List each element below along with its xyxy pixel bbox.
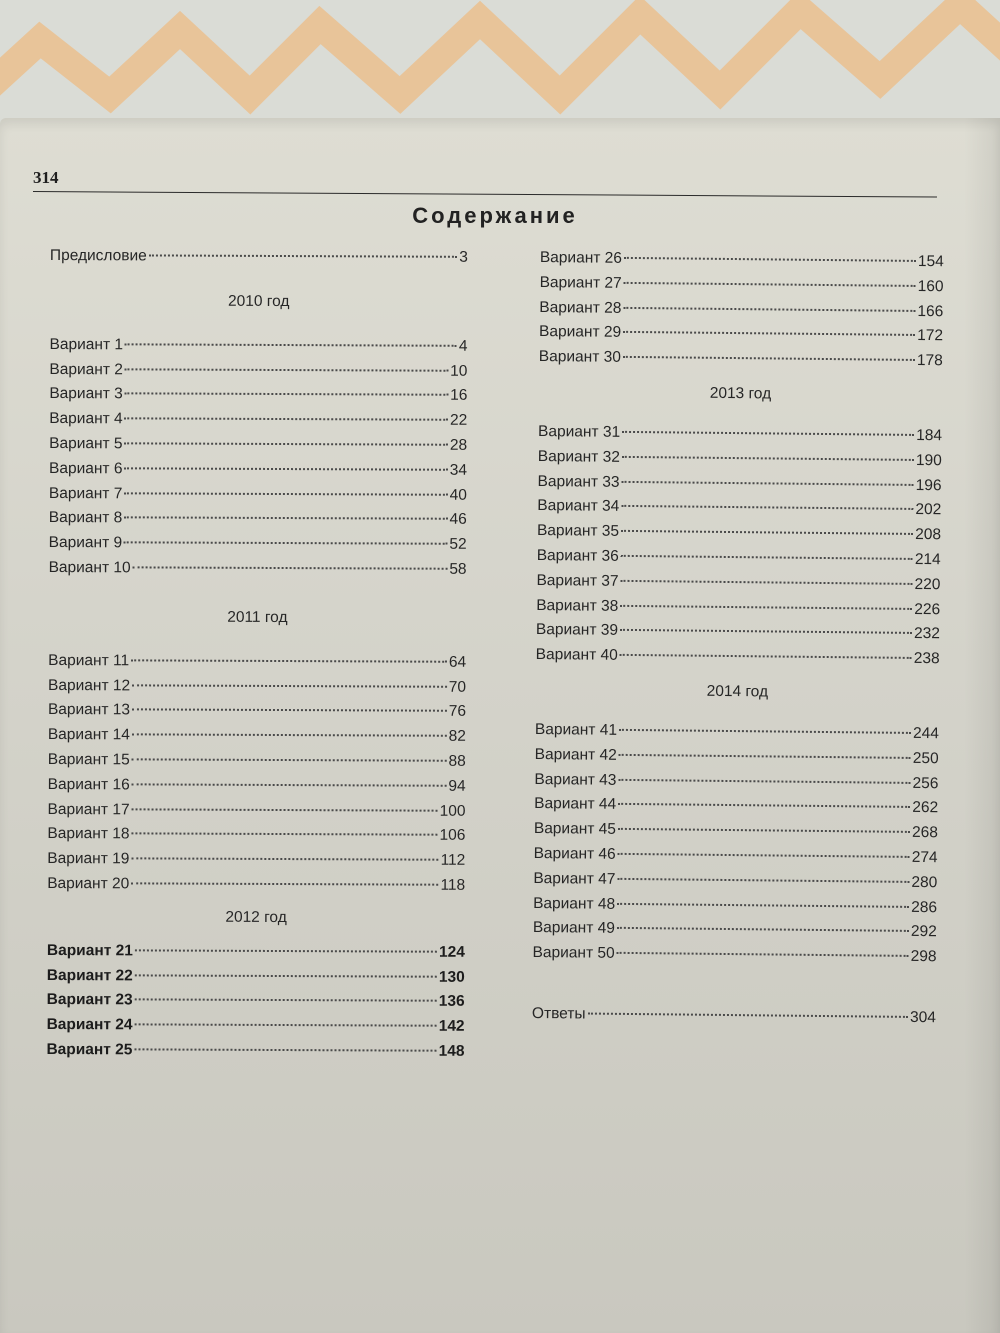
toc-entry-page: 166 (917, 302, 944, 320)
toc-entry-preface (50, 244, 468, 271)
dot-leader (623, 306, 915, 311)
page-title: Содержание (412, 203, 578, 228)
toc-entry (47, 822, 465, 849)
dot-leader (620, 604, 912, 609)
dot-leader (621, 555, 913, 560)
dot-leader (131, 858, 438, 861)
toc-entry-label: Вариант 5 (49, 434, 123, 453)
toc-entry (46, 1038, 464, 1065)
toc-entry-page: 4 (458, 337, 468, 355)
toc-entry (47, 798, 465, 825)
toc-entry (48, 723, 466, 750)
toc-entry (532, 941, 936, 970)
toc-entry-page: 226 (914, 600, 941, 618)
toc-entry-page: 196 (915, 476, 942, 494)
toc-entry-label: Вариант 28 (539, 298, 622, 317)
toc-entry-page: 190 (915, 451, 942, 469)
toc-entry-label: Вариант 9 (48, 534, 123, 552)
toc-entry-page: 130 (438, 968, 465, 986)
toc-entry-answers (532, 1002, 936, 1031)
dot-leader (125, 418, 448, 421)
dot-leader (132, 833, 438, 836)
toc-entry-page: 232 (913, 625, 941, 643)
toc-entry-label: Ответы (531, 1004, 586, 1023)
dot-leader (132, 734, 447, 737)
toc-entry-page: 3 (459, 248, 468, 266)
dot-leader (617, 878, 909, 883)
toc-entry-label: Вариант 3 (49, 385, 123, 403)
dot-leader (132, 709, 447, 712)
toc-entry-page: 88 (448, 752, 466, 770)
toc-entry (47, 847, 465, 874)
toc-entry-label: Вариант 35 (536, 522, 620, 541)
dot-leader (622, 480, 914, 485)
toc-entry-label: Вариант 42 (534, 745, 617, 764)
toc-entry-page: 22 (449, 411, 468, 430)
dot-leader (617, 952, 909, 957)
toc-entry-label: Вариант 44 (534, 795, 617, 814)
toc-entry-page: 178 (916, 352, 943, 370)
toc-entry-label: Вариант 34 (537, 497, 620, 516)
toc-entry-label: Вариант 20 (47, 874, 130, 893)
toc-entry (48, 649, 466, 676)
dot-leader (124, 492, 447, 495)
toc-entry-label: Вариант 7 (48, 484, 123, 502)
toc-entry-label: Вариант 23 (46, 991, 133, 1009)
dot-leader (125, 393, 448, 396)
toc-entry-page: 154 (917, 252, 944, 271)
toc-entry-label: Вариант 41 (534, 720, 618, 739)
toc-entry-label: Вариант 15 (47, 750, 130, 769)
dot-leader (135, 974, 437, 977)
dot-leader (623, 331, 915, 336)
toc-entry-page: 148 (438, 1042, 465, 1060)
toc-entry (48, 748, 466, 775)
toc-entry-page: 280 (911, 873, 938, 891)
toc-entry-page: 46 (449, 511, 467, 529)
toc-entry-page: 268 (911, 824, 938, 842)
toc-entry-page: 238 (913, 650, 940, 668)
toc-entry-label: Вариант 31 (537, 422, 621, 441)
toc-entry (539, 345, 943, 374)
toc-entry-label: Вариант 45 (533, 820, 617, 838)
toc-entry-page: 142 (438, 1017, 465, 1035)
toc-entry-page: 124 (439, 943, 465, 961)
toc-entry-page: 34 (449, 461, 468, 479)
dot-leader (131, 659, 447, 662)
toc-entry-label: Вариант 22 (46, 966, 133, 984)
dot-leader (135, 949, 437, 952)
toc-entry-page: 82 (448, 727, 466, 745)
toc-entry (49, 482, 467, 509)
toc-entry (49, 506, 467, 533)
toc-entry-label: Вариант 29 (539, 323, 622, 342)
page-number: 314 (33, 168, 59, 187)
dot-leader (124, 541, 447, 544)
dot-leader (622, 431, 914, 436)
toc-entry-label: Вариант 50 (532, 944, 615, 962)
dot-leader (124, 517, 447, 520)
toc-entry-label: Вариант 12 (48, 676, 131, 694)
toc-entry-label: Вариант 27 (539, 273, 622, 292)
toc-entry-page: 286 (911, 898, 938, 916)
year-heading-2012: 2012 год (225, 908, 287, 926)
toc-section-2010 (49, 333, 468, 583)
toc-entry-page: 274 (911, 848, 938, 867)
toc-entry-label: Вариант 32 (537, 447, 620, 466)
dot-leader (622, 456, 914, 461)
toc-entry-label: Вариант 21 (46, 941, 133, 960)
toc-entry-label: Вариант 13 (47, 701, 131, 719)
dot-leader (618, 828, 910, 833)
dot-leader (588, 1012, 909, 1017)
toc-entry-label: Вариант 39 (535, 621, 619, 640)
dot-leader (125, 442, 448, 445)
dot-leader (624, 257, 916, 262)
toc-entry-page: 256 (912, 774, 939, 792)
toc-entry (49, 382, 467, 409)
toc-entry-label: Вариант 17 (47, 800, 130, 818)
toc-entry (50, 333, 468, 360)
toc-entry-label: Вариант 40 (535, 646, 618, 664)
dot-leader (132, 684, 447, 687)
toc-entry-label: Вариант 36 (536, 546, 619, 565)
toc-entry (49, 432, 467, 459)
toc-entry-label: Вариант 47 (533, 869, 616, 888)
toc-entry-label: Вариант 49 (532, 919, 616, 938)
toc-entry-page: 106 (439, 827, 466, 845)
toc-section-2012 (46, 939, 465, 1065)
toc-entry-page: 214 (914, 550, 941, 569)
toc-entry-label: Вариант 1 (49, 335, 124, 354)
dot-leader (124, 467, 447, 470)
toc-entry (48, 674, 466, 701)
toc-entry (49, 407, 467, 434)
toc-entry-label: Вариант 25 (46, 1040, 133, 1059)
toc-entry-label: Вариант 19 (47, 850, 130, 868)
toc-entry-page: 100 (439, 802, 466, 820)
toc-entry-label: Вариант 11 (48, 651, 130, 670)
toc-entry-label: Вариант 6 (48, 459, 123, 478)
toc-entry (49, 531, 467, 558)
toc-entry-label: Вариант 24 (46, 1016, 133, 1034)
dot-leader (135, 1024, 437, 1027)
toc-entry-label: Вариант 10 (48, 558, 131, 577)
dot-leader (618, 778, 910, 783)
year-heading-2010: 2010 год (227, 292, 290, 310)
toc-section-continued (539, 246, 944, 374)
dot-leader (125, 343, 457, 346)
dot-leader (134, 1048, 436, 1051)
toc-entry-label: Вариант 46 (533, 844, 616, 863)
toc-entry-page: 160 (917, 277, 944, 296)
page-shadow (964, 118, 1000, 1333)
toc-entry-label: Вариант 48 (533, 894, 616, 913)
toc-entry-label: Вариант 2 (49, 360, 123, 378)
toc-right-column (532, 246, 944, 1031)
toc-entry-page: 52 (449, 535, 467, 553)
toc-section-2014 (532, 718, 939, 970)
year-heading-2013: 2013 год (709, 384, 772, 403)
dot-leader (620, 629, 912, 634)
toc-entry-page: 220 (914, 575, 941, 593)
toc-entry-page: 172 (917, 327, 944, 345)
toc-entry (47, 988, 465, 1015)
toc-entry-page: 262 (912, 799, 939, 817)
toc-entry-page: 94 (448, 777, 466, 795)
toc-entry-label: Вариант 30 (538, 348, 622, 367)
toc-entry-page: 136 (438, 993, 465, 1011)
toc-entry-page: 112 (440, 851, 466, 869)
dot-leader (132, 783, 447, 786)
toc-entry (49, 358, 467, 385)
dot-leader (617, 902, 909, 907)
toc-entry-page: 76 (448, 703, 467, 721)
toc-entry (536, 643, 940, 672)
dot-leader (621, 505, 913, 510)
toc-entry-page: 58 (449, 560, 467, 578)
year-heading-2014: 2014 год (706, 682, 769, 701)
dot-leader (621, 530, 913, 535)
toc-entry-page: 250 (912, 749, 939, 767)
toc-entry-label: Предисловие (49, 246, 147, 265)
toc-entry (47, 872, 465, 899)
dot-leader (623, 356, 915, 361)
toc-entry (48, 773, 466, 800)
toc-entry-label: Вариант 33 (537, 472, 620, 491)
toc-entry-label: Вариант 14 (47, 726, 130, 744)
toc-left-column (46, 244, 468, 1065)
toc-entry-page: 208 (915, 526, 942, 544)
dot-leader (619, 729, 911, 734)
dot-leader (618, 803, 910, 808)
dot-leader (132, 758, 447, 761)
toc-entry-label: Вариант 43 (534, 770, 617, 789)
dot-leader (132, 808, 438, 811)
toc-entry-page: 10 (450, 362, 468, 380)
toc-entry-label: Вариант 16 (47, 775, 130, 794)
toc-entry (48, 698, 466, 725)
dot-leader (149, 254, 458, 257)
toc-entry (47, 964, 465, 991)
toc-entry-label: Вариант 8 (48, 509, 123, 527)
dot-leader (624, 282, 916, 287)
dot-leader (619, 754, 911, 759)
toc-entry-page: 64 (448, 653, 467, 671)
toc-section-2013 (536, 420, 943, 672)
toc-entry-page: 28 (449, 436, 468, 454)
toc-entry-label: Вариант 38 (536, 596, 619, 615)
toc-entry-page: 184 (916, 426, 943, 445)
dot-leader (135, 999, 437, 1002)
toc-entry-label: Вариант 26 (539, 248, 623, 267)
toc-entry (49, 556, 467, 583)
toc-entry (47, 1013, 465, 1040)
dot-leader (131, 882, 438, 885)
toc-entry-page: 16 (450, 387, 468, 405)
toc-entry-page: 202 (915, 501, 942, 519)
year-heading-2011: 2011 год (227, 608, 288, 626)
toc-entry-page: 304 (909, 1008, 937, 1027)
toc-entry-page: 292 (910, 923, 937, 941)
dot-leader (617, 927, 909, 932)
dot-leader (621, 580, 913, 585)
dot-leader (133, 566, 448, 569)
toc-entry (49, 457, 467, 484)
toc-entry-label: Вариант 18 (47, 825, 130, 843)
toc-section-2011 (47, 649, 466, 899)
dot-leader (125, 368, 448, 371)
toc-entry-page: 118 (440, 876, 466, 894)
dot-leader (618, 853, 910, 858)
toc-entry-page: 298 (910, 948, 937, 966)
toc-entry-label: Вариант 37 (536, 571, 619, 590)
toc-entry-page: 244 (912, 724, 940, 743)
toc-entry-page: 70 (448, 678, 467, 696)
toc-entry (47, 939, 465, 966)
dot-leader (620, 654, 912, 659)
toc-entry-page: 40 (449, 486, 467, 504)
toc-entry-label: Вариант 4 (49, 410, 123, 428)
